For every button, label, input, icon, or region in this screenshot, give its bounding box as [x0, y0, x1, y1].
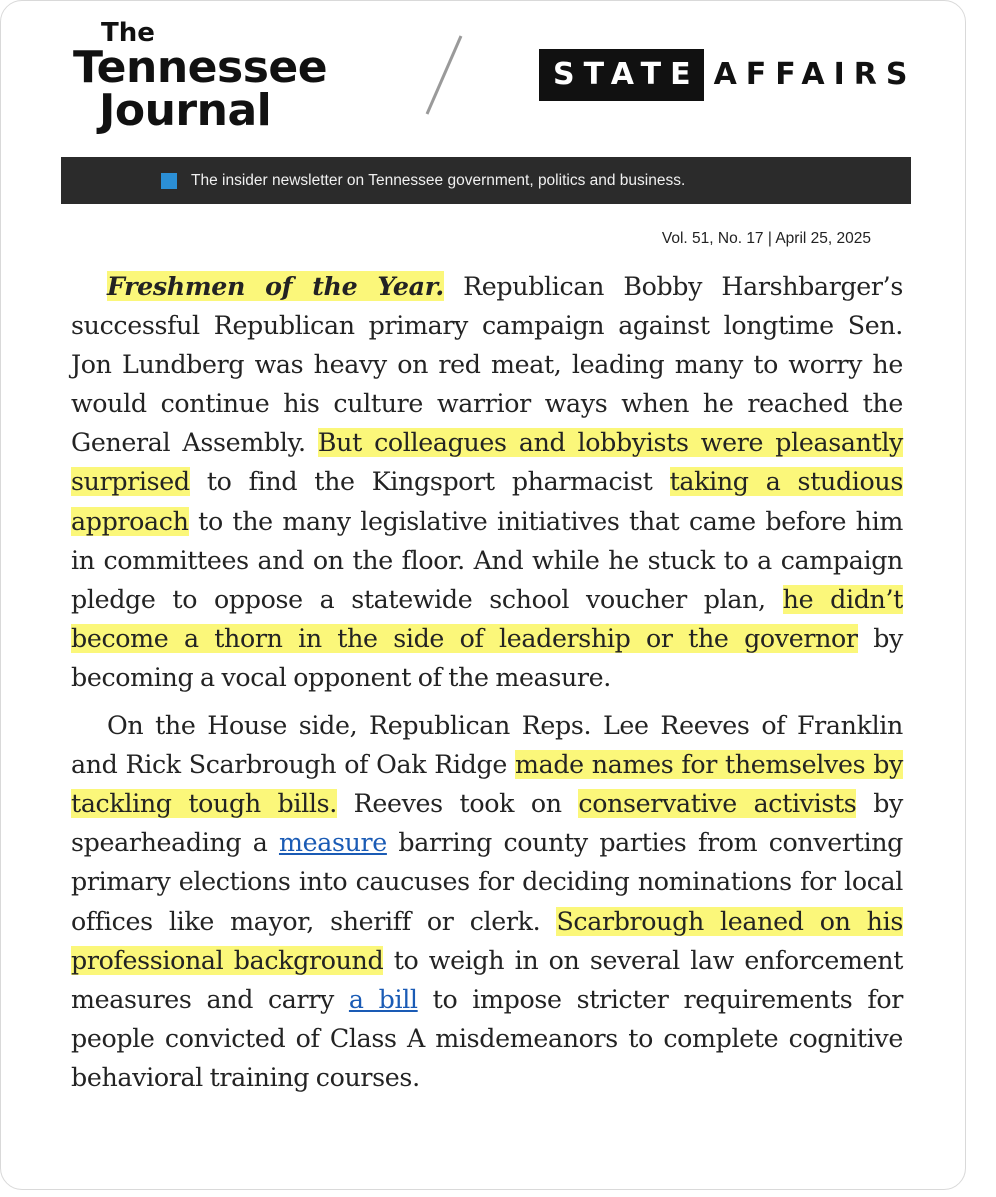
article-text: barring county parties from converting primary elections into caucuses for deciding nominations for local offices like mayor, sheriff or clerk.	[71, 828, 903, 936]
state-affairs-logo	[539, 49, 916, 101]
article-text: to find the Kingsport pharmacist	[189, 467, 670, 497]
article-text: On the House side, Republican Reps. Lee Reeves of Franklin and Rick Scarbrough of Oak Ridge	[71, 711, 903, 780]
state-affairs-logo-box: STATE	[539, 49, 704, 101]
article-body	[71, 267, 903, 1097]
article-paragraph	[71, 267, 903, 697]
tagline-bar	[61, 157, 911, 204]
logo-journal: Journal	[99, 85, 272, 136]
article-text: Reeves took on	[336, 789, 579, 819]
divider-slash	[405, 34, 467, 116]
article-text: by becoming a vocal opponent of the measure.	[71, 623, 903, 692]
highlighted-text: But colleagues and lobbyists were pleasantly surprised	[71, 428, 904, 497]
logo-tennessee: Tennessee	[73, 42, 328, 93]
article-text: to impose stricter requirements for people convicted of Class A misdemeanors to complete cognitive behavioral training courses.	[71, 984, 903, 1092]
logo-the: The	[101, 18, 155, 48]
tagline: The insider newsletter on Tennessee government, politics and business.	[191, 171, 686, 189]
state-affairs-logo-text: AFFAIRS	[713, 57, 917, 92]
highlighted-text: he didn’t become a thorn in the side of leadership or the governor	[71, 584, 903, 653]
highlighted-text: made names for themselves by tackling tough bills.	[71, 750, 903, 819]
article-paragraph	[71, 706, 903, 1097]
measure-link[interactable]: measure	[278, 828, 387, 858]
highlighted-text: conservative activists	[578, 789, 857, 819]
highlighted-text: taking a studious approach	[71, 467, 903, 536]
square-bullet-icon	[161, 173, 177, 189]
issue-info: Vol. 51, No. 17 | April 25, 2025	[661, 230, 871, 247]
article-text: Republican Bobby Harshbarger’s successful Republican primary campaign against longtime Sen. Jon Lundberg was heavy on red meat, leading many to worry he would continue his culture warrior ways when he reached the General Assembly.	[71, 272, 903, 458]
article-lead-heading: Freshmen of the Year.	[107, 271, 444, 301]
highlighted-text: Scarbrough leaned on his professional background	[71, 906, 903, 975]
tennessee-journal-logo	[73, 18, 328, 136]
article-text: to the many legislative initiatives that came before him in committees and on the floor. And while he stuck to a campaign pledge to oppose a statewide school voucher plan,	[71, 506, 903, 614]
bill-link[interactable]: a bill	[348, 984, 418, 1014]
article-text: to weigh in on several law enforcement measures and carry	[71, 945, 904, 1014]
article-text: by spearheading a	[71, 789, 903, 858]
